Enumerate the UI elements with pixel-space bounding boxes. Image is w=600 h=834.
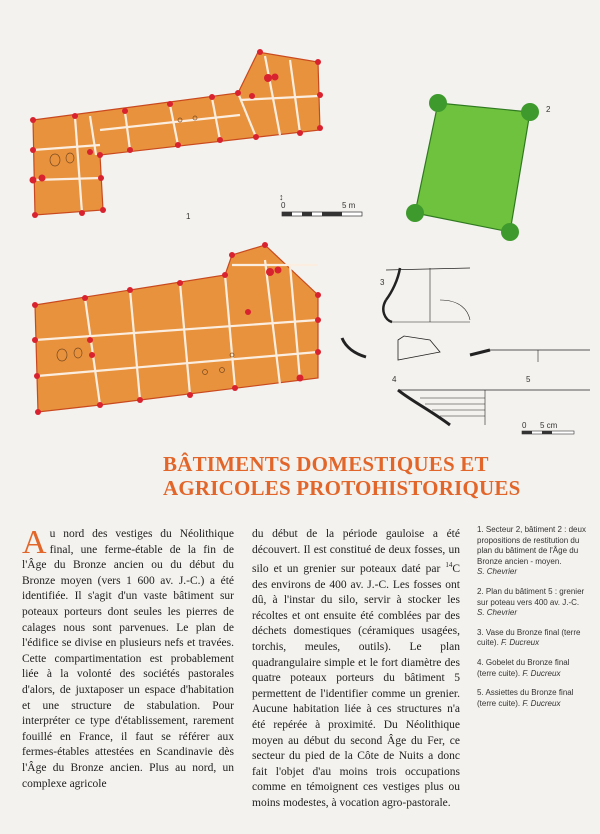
svg-text:↕: ↕ bbox=[279, 192, 284, 202]
figure-1-label: 1 bbox=[186, 212, 191, 221]
figure-4-label: 4 bbox=[392, 375, 397, 384]
caption-1: 1. Secteur 2, bâtiment 2 : deux propositions de restitution du plan du bâtiment de l'Âge du Bronze ancien - moyen. S. Chevrier bbox=[477, 525, 586, 577]
scale-bar-1 bbox=[279, 192, 362, 216]
body-column-2 bbox=[252, 527, 460, 812]
goblet-profile-4 bbox=[342, 336, 440, 360]
scale-2-label: 5 cm bbox=[540, 421, 558, 430]
scale-2-zero: 0 bbox=[522, 421, 527, 430]
vase-profile-3 bbox=[383, 268, 470, 322]
granary-plan bbox=[406, 94, 539, 241]
caption-3: 3. Vase du Bronze final (terre cuite). F. Ducreux bbox=[477, 627, 581, 648]
figure-3-label: 3 bbox=[380, 278, 385, 287]
caption-4: 4. Gobelet du Bronze final (terre cuite). F. Ducreux bbox=[477, 657, 570, 678]
body-text-1: u nord des vestiges du Néolithique final, une ferme-étable de la fin de l'Âge du Bronze ancien ou du début du Bronze moyen (vers 1 600 av. J.-C.) a été identifiée. Il s'agit d'un vaste bâtiment sur poteaux porteurs dont seules les pierres de calages nous sont parvenues. Le plan de l'édifice se divise en plusieurs nefs et travées. Cette compartimentation est probablement liée à la volonté des sociétés pastorales d'alors, de juxtaposer un espace d'habitation et une structure de stabulation. Pour interpréter ce type d'établissement, rarement fouillé en France, il faut se référer aux fermes-étables attestées en Scandinavie dès l'Âge du Bronze ancien. Plus au nord, un complexe agricole bbox=[22, 528, 234, 790]
caption-2: 2. Plan du bâtiment 5 : grenier sur poteau vers 400 av. J.-C. S. Chevrier bbox=[477, 586, 585, 618]
captions-column bbox=[477, 525, 589, 718]
drop-cap: A bbox=[22, 524, 47, 561]
scale-bar-2 bbox=[522, 421, 574, 434]
superscript-14: 14 bbox=[445, 561, 453, 570]
page-title: BÂTIMENTS DOMESTIQUES ET AGRICOLES PROTOHISTORIQUES bbox=[163, 452, 521, 500]
body-text-2b: C des environs de 400 av. J.-C. Les fosses ont dû, à l'instar du silo, servir à stocker les récoltes et ont ensuite été comblées par des déchets domestiques (céramiques usagées, torchis, meules, outils). Le plan quadrangulaire simple et le fort diamètre des quatre poteaux porteurs du bâtiment 5 permettent de l'identifier comme un grenier. Aucune habitation liée à ces structures n'a été repérée à proximité. Du Néolithique moyen au début du second Âge du Fer, ce secteur du pied de la Côte de Nuits a donc fait l'objet d'au moins trois occupations comme en témoignent ces vestiges plus ou moins modestes, à vocation agro-pastorale. bbox=[252, 563, 460, 809]
figure-5-label: 5 bbox=[526, 375, 531, 384]
building-plan-1b bbox=[32, 242, 321, 415]
body-column-1 bbox=[22, 524, 234, 792]
plate-profile-5 bbox=[398, 350, 590, 425]
caption-5: 5. Assiettes du Bronze final (terre cuite). F. Ducreux bbox=[477, 688, 574, 708]
scale-1-zero: 0 bbox=[281, 201, 286, 210]
body-text-2a: du début de la période gauloise a été découvert. Il est constitué de deux fosses, un silo et un grenier sur poteaux daté par bbox=[252, 528, 460, 576]
scale-1-label: 5 m bbox=[342, 201, 356, 210]
figure-2-label: 2 bbox=[546, 105, 551, 114]
